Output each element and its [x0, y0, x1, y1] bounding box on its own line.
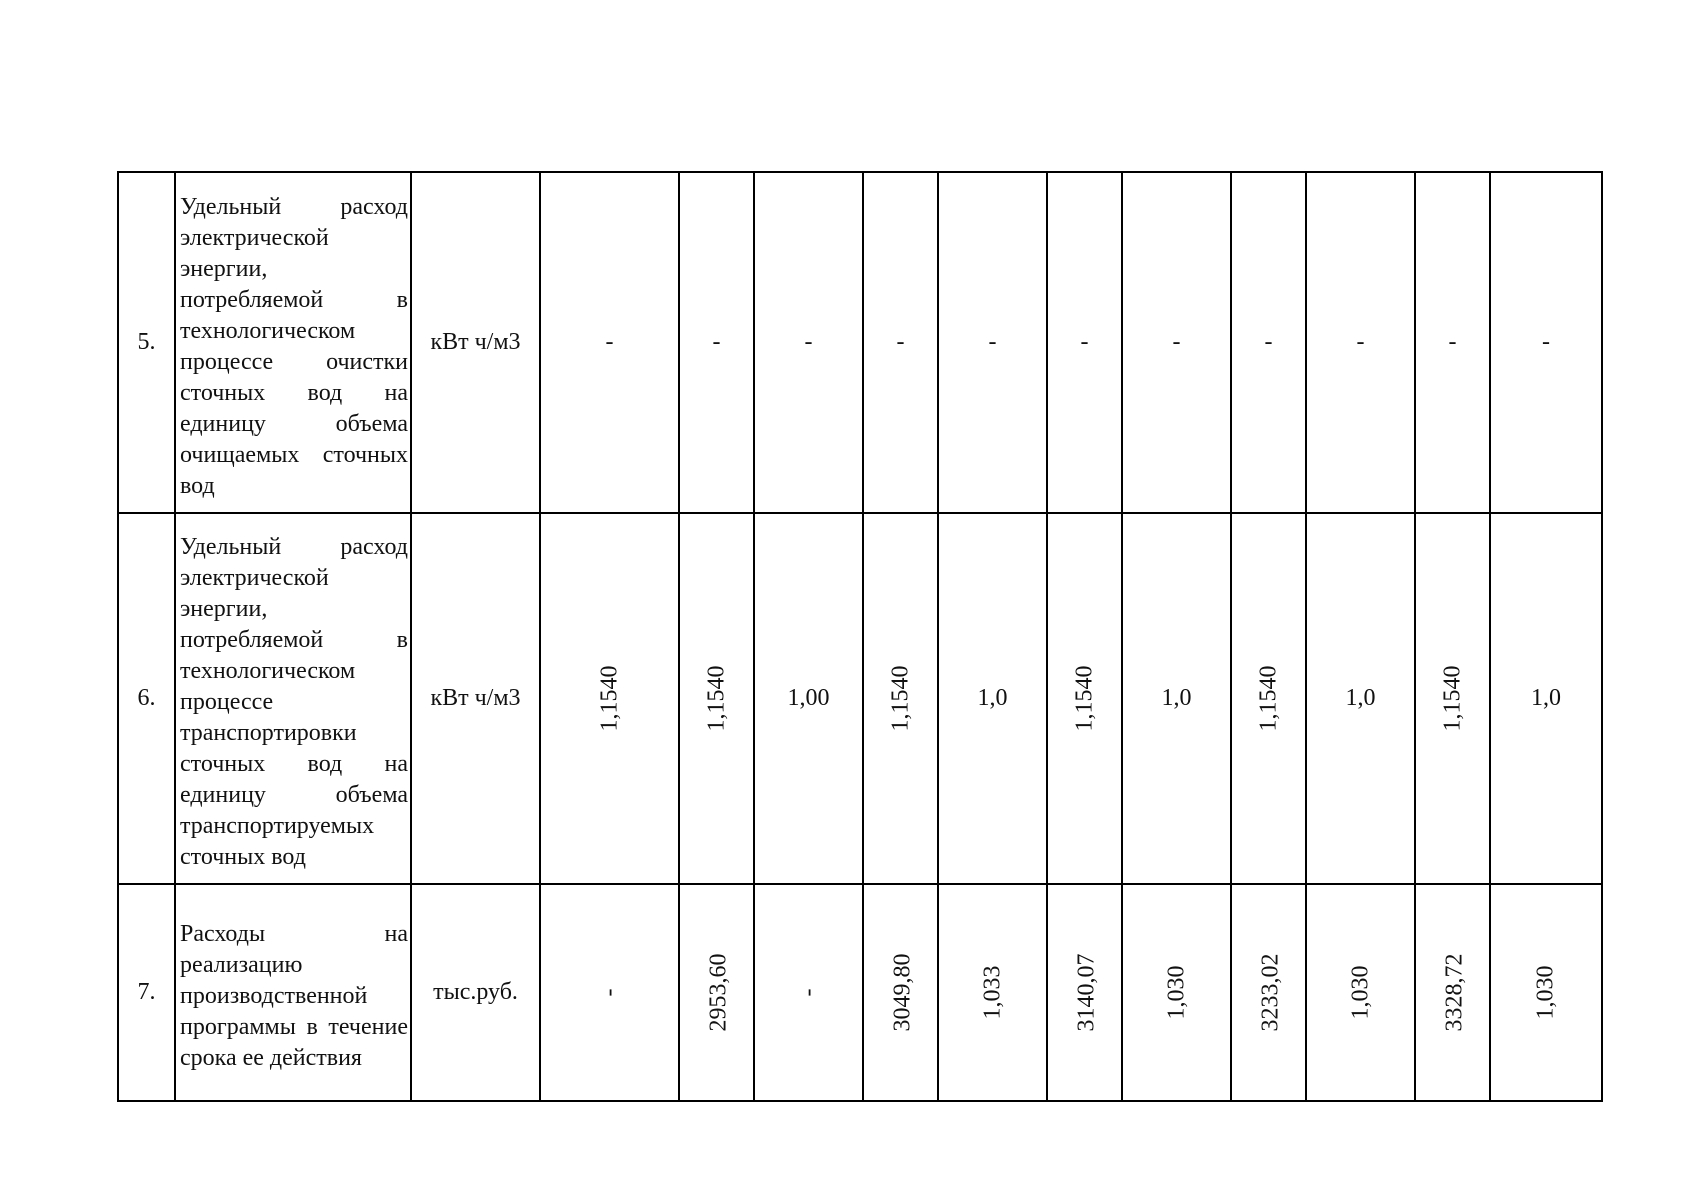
indicators-table — [117, 171, 1603, 1102]
value-cell — [1490, 884, 1602, 1101]
value-cell — [754, 884, 863, 1101]
value-text: 1,1540 — [887, 665, 913, 732]
value-cell — [1231, 513, 1306, 884]
value-cell: - — [1415, 172, 1490, 513]
value-cell — [1306, 884, 1415, 1101]
value-cell: - — [938, 172, 1047, 513]
indicator-description: Удельный расход электрической энергии, потребляемой в технологическом процессе очистки сточных вод на единицу объема очищаемых сточных вод — [175, 172, 411, 513]
value-cell — [1490, 513, 1602, 884]
value-text: 3328,72 — [1441, 953, 1468, 1032]
value-text: 3140,07 — [1073, 953, 1100, 1032]
value-text: 1,1540 — [596, 665, 622, 732]
row-number: 7. — [118, 884, 175, 1101]
value-text: 1,1540 — [703, 665, 729, 732]
value-cell — [938, 513, 1047, 884]
value-text: 1,1540 — [1439, 665, 1465, 732]
value-cell — [863, 513, 938, 884]
value-text: - — [596, 988, 622, 997]
value-cell — [1415, 884, 1490, 1101]
value-cell: - — [1122, 172, 1231, 513]
value-cell — [1415, 513, 1490, 884]
unit-cell: кВт ч/м3 — [411, 172, 540, 513]
value-cell — [679, 513, 754, 884]
value-cell: - — [1306, 172, 1415, 513]
row-number: 6. — [118, 513, 175, 884]
value-cell: - — [863, 172, 938, 513]
value-text: 1,030 — [1532, 965, 1559, 1020]
indicator-description: Расходы на реализацию производственной программы в течение срока ее действия — [175, 884, 411, 1101]
value-text: 3049,80 — [889, 953, 916, 1032]
table-row — [118, 172, 1602, 513]
value-text: 1,033 — [979, 965, 1005, 1020]
value-text: 1,0 — [1345, 685, 1376, 711]
row-number: 5. — [118, 172, 175, 513]
value-text: 1,030 — [1163, 965, 1189, 1020]
value-cell: - — [1047, 172, 1122, 513]
table-row — [118, 513, 1602, 884]
value-text: 1,1540 — [1071, 665, 1097, 732]
value-text: 1,0 — [1531, 685, 1561, 711]
value-cell — [1122, 884, 1231, 1101]
value-text: 1,1540 — [1255, 665, 1281, 732]
value-text: 3233,02 — [1257, 953, 1284, 1032]
value-text: - — [795, 988, 821, 997]
value-cell — [540, 513, 679, 884]
value-cell — [938, 884, 1047, 1101]
value-text: 2953,60 — [705, 953, 732, 1032]
value-cell — [1047, 884, 1122, 1101]
value-cell — [1047, 513, 1122, 884]
value-cell — [754, 513, 863, 884]
unit-cell: кВт ч/м3 — [411, 513, 540, 884]
value-cell — [540, 884, 679, 1101]
value-cell — [1122, 513, 1231, 884]
value-cell: - — [679, 172, 754, 513]
value-cell: - — [540, 172, 679, 513]
value-cell — [863, 884, 938, 1101]
indicator-description: Удельный расход электрической энергии, потребляемой в технологическом процессе транспортировки сточных вод на единицу объема транспортируемых сточных вод — [175, 513, 411, 884]
value-cell: - — [1490, 172, 1602, 513]
value-cell — [1306, 513, 1415, 884]
value-cell — [1231, 884, 1306, 1101]
table-row — [118, 884, 1602, 1101]
value-cell: - — [1231, 172, 1306, 513]
value-text: 1,00 — [787, 685, 830, 711]
unit-cell: тыс.руб. — [411, 884, 540, 1101]
value-text: 1,030 — [1347, 965, 1373, 1020]
value-cell: - — [754, 172, 863, 513]
value-cell — [679, 884, 754, 1101]
value-text: 1,0 — [977, 685, 1008, 711]
value-text: 1,0 — [1161, 685, 1192, 711]
